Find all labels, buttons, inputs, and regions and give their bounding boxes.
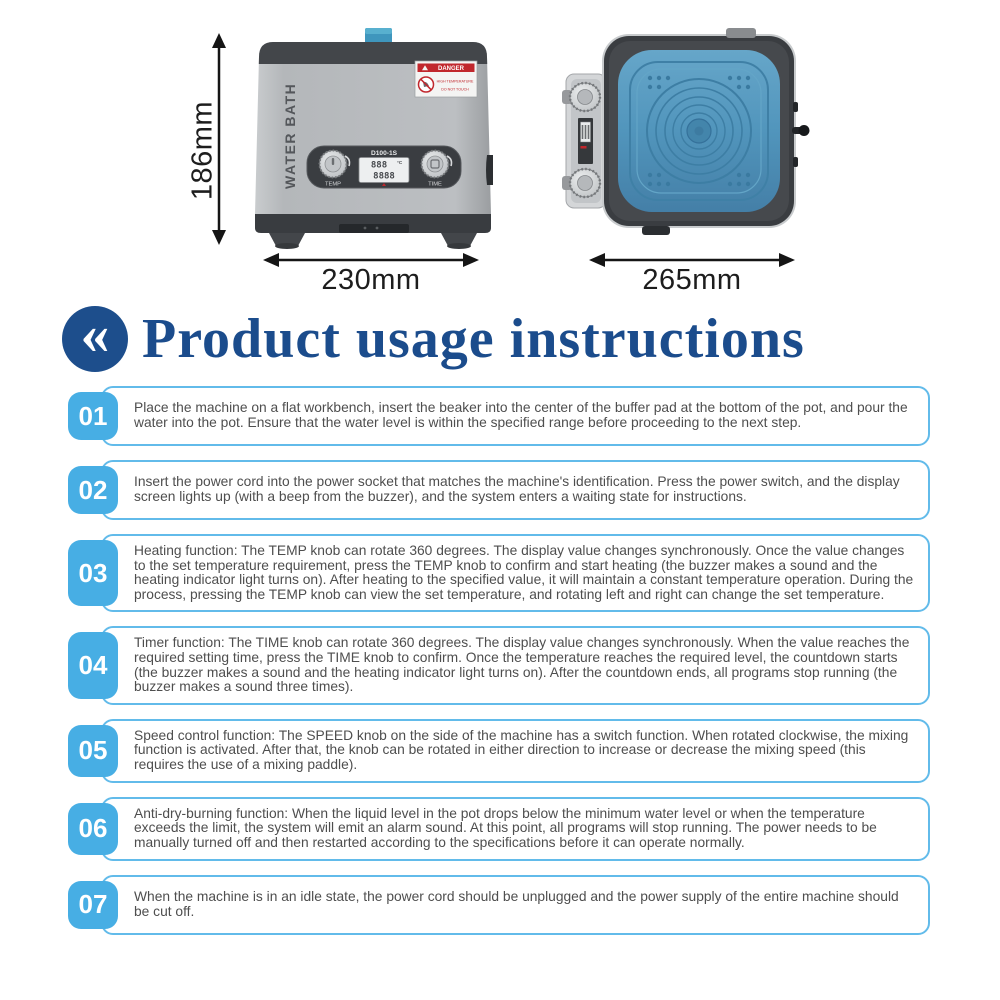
instruction-step — [68, 534, 930, 612]
instruction-step — [68, 719, 930, 783]
temp-knob-label: TEMP — [324, 181, 342, 188]
danger-title: DANGER — [437, 66, 465, 73]
no-touch-icon — [419, 77, 434, 92]
step-text-box — [101, 626, 930, 704]
display-temp-digits: 888 — [370, 160, 388, 171]
step-text: Speed control function: The SPEED knob on the side of the machine has a switch function. When rotated clockwise, the mixing function is activated. After that, the knob can be rotated in either direction to increase or decrease the mixing speed (this requires the use of a mixing paddle). — [134, 727, 909, 773]
step-text-box — [101, 534, 930, 612]
section-heading — [0, 302, 1000, 376]
danger-warning-label — [415, 61, 477, 97]
height-dimension-label: 186mm — [186, 100, 219, 201]
step-number-badge: 06 — [68, 803, 118, 855]
step-number-badge: 04 — [68, 632, 118, 698]
digital-display — [359, 158, 409, 183]
side-nub-top — [793, 102, 798, 112]
side-nub-bottom — [793, 157, 798, 167]
front-panel-top-edge — [562, 74, 606, 208]
step-text: Insert the power cord into the power socket that matches the machine's identification. Press the power switch, and the display screen lights up (with a beep from the buzzer), and the system enters a waiting state for instructions. — [134, 474, 900, 504]
step-text: When the machine is in an idle state, the power cord should be unplugged and the power supply of the entire machine should be cut off. — [134, 888, 899, 919]
width-dimension-label-top: 265mm — [642, 264, 742, 296]
model-number: D100-1S — [370, 150, 398, 157]
step-text: Place the machine on a flat workbench, insert the beaker into the center of the buffer pad at the bottom of the pot, and pour the water into the pot. Ensure that the water level is within the specified range before proceeding to the next step. — [134, 400, 908, 430]
double-chevron-left-icon: « — [62, 306, 128, 372]
instruction-step — [68, 386, 930, 446]
time-knob-label: TIME — [428, 181, 442, 188]
drain-cap — [365, 28, 392, 44]
step-text: Anti-dry-burning function: When the liquid level in the pot drops below the minimum water level or when the temperature exceeds the limit, the system will emit an alarm sound. At this point, all programs will stop running. The power needs to be manually turned off and then restarted according to the specifications before it can operate normally. — [134, 805, 877, 850]
step-number-badge: 07 — [68, 881, 118, 929]
front-tab — [642, 226, 670, 235]
step-number-badge: 05 — [68, 725, 118, 777]
water-bath-top-view-image — [558, 26, 810, 238]
step-text-box — [101, 797, 930, 861]
instruction-step — [68, 460, 930, 520]
page-title: Product usage instructions — [142, 308, 805, 370]
side-connector — [486, 155, 493, 185]
display-temp-unit: °C — [397, 160, 403, 165]
instruction-steps-list — [0, 386, 1000, 935]
pot-buffer-pad — [618, 50, 780, 212]
danger-line2: DO NOT TOUCH — [441, 87, 469, 92]
step-text: Timer function: The TIME knob can rotate 360 degrees. The display value changes synchronously. When the value reaches the required setting time, press the TIME knob to confirm. Once the temperature reaches the required level, the countdown starts (the buzzer makes a sound and the heating indicator light turns on). After the countdown ends, all programs stop running (the buzzer makes a sound three times). — [134, 635, 910, 695]
width-dimension-label-front: 230mm — [321, 264, 421, 296]
step-number-badge: 03 — [68, 540, 118, 606]
instruction-step — [68, 626, 930, 704]
brand-label: WATER BATH — [282, 82, 298, 189]
step-number-badge: 01 — [68, 392, 118, 440]
instruction-step — [68, 797, 930, 861]
step-text-box — [101, 719, 930, 783]
step-text-box — [101, 460, 930, 520]
step-text: Heating function: The TEMP knob can rotate 360 degrees. The display value changes synchronously. Once the value changes to the set temperature requirement, press the TEMP knob to confirm and start heating (the buzzer makes a sound and the heating indicator light turns on). After heating to the specified value, it will maintain a constant temperature operation. During the process, pressing the TEMP knob can view the set temperature, and rotating left and right can change the set temperature. — [134, 543, 914, 602]
step-number-badge: 02 — [68, 466, 118, 514]
control-panel — [307, 146, 461, 188]
display-time-digits: 8888 — [373, 171, 395, 182]
step-text-box — [101, 386, 930, 446]
product-views — [0, 0, 1000, 300]
rear-tab — [726, 28, 756, 38]
instruction-step — [68, 875, 930, 935]
step-text-box — [101, 875, 930, 935]
danger-line1: HIGH TEMPERATURE — [436, 79, 474, 84]
water-bath-front-view-image — [253, 27, 493, 249]
